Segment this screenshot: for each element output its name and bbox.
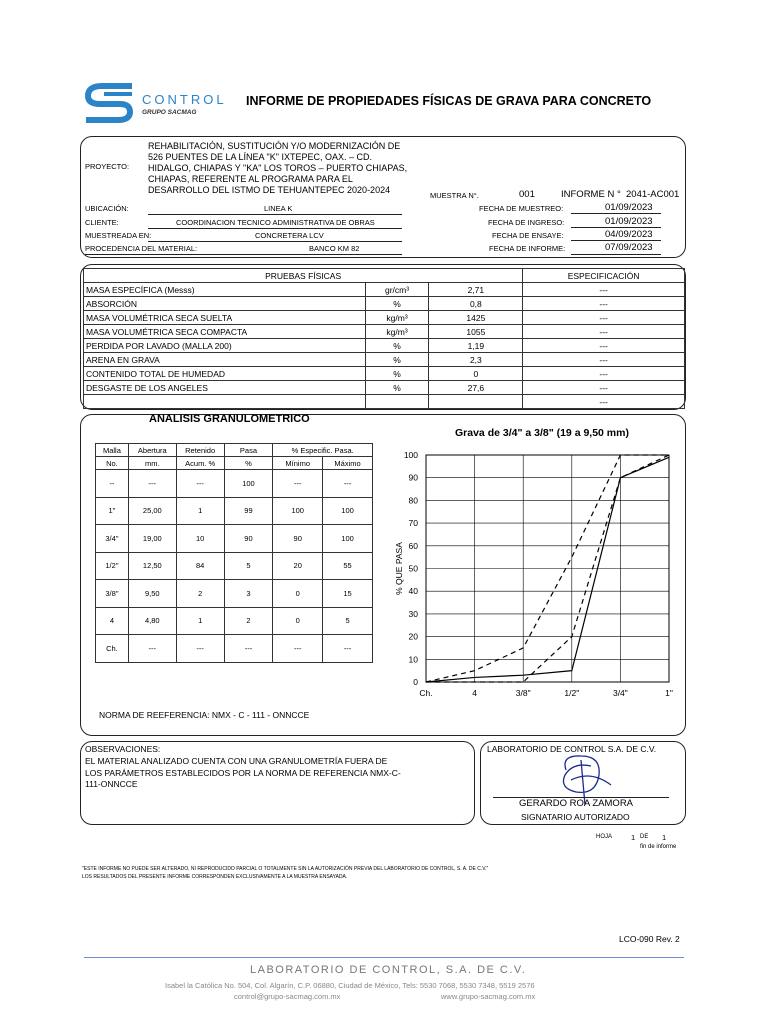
- prueba-row: [84, 353, 685, 367]
- table-cell: 3/8": [96, 580, 129, 608]
- observaciones-line: EL MATERIAL ANALIZADO CUENTA CON UNA GRANULOMETRÍA FUERA DE: [85, 756, 388, 766]
- prueba-row: [84, 367, 685, 381]
- observaciones-line: 111-ONNCCE: [85, 779, 138, 789]
- granulometria-title: ANALISIS GRANULOMETRICO: [149, 413, 310, 425]
- table-cell: Ch.: [96, 635, 129, 663]
- table-cell: 12,50: [128, 552, 176, 580]
- fecha-informe-value: 07/09/2023: [605, 242, 653, 253]
- prueba-row: [84, 283, 685, 297]
- prueba-value: 27,6: [429, 381, 523, 395]
- fecha-ingreso-label: FECHA DE INGRESO:: [488, 218, 565, 227]
- table-row: [96, 470, 373, 498]
- de-label: DE: [640, 834, 649, 840]
- y-tick-label: 20: [408, 631, 418, 642]
- sacmag-logo-icon: [82, 80, 138, 124]
- signer-role: SIGNATARIO AUTORIZADO: [521, 812, 630, 822]
- y-tick-label: 40: [408, 586, 418, 597]
- prueba-name: MASA ESPECÍFICA (Messs): [84, 283, 366, 297]
- table-cell: 3: [224, 580, 273, 608]
- table-cell: 5: [323, 607, 373, 635]
- table-cell: 90: [224, 525, 273, 553]
- prueba-name: PERDIDA POR LAVADO (MALLA 200): [84, 339, 366, 353]
- col-header: No.: [96, 457, 129, 470]
- prueba-row: [84, 325, 685, 339]
- x-tick-label: Ch.: [419, 688, 433, 698]
- prueba-spec: ---: [523, 353, 685, 367]
- table-cell: 9,50: [128, 580, 176, 608]
- col-header: Acum. %: [176, 457, 224, 470]
- table-cell: ---: [273, 470, 323, 498]
- x-tick-label: 1": [665, 688, 673, 698]
- pruebas-header: PRUEBAS FÍSICAS: [84, 269, 523, 283]
- form-code: LCO-090 Rev. 2: [619, 934, 680, 944]
- x-tick-label: 3/8": [515, 688, 531, 698]
- table-cell: 10: [176, 525, 224, 553]
- informe-value: 2041-AC001: [626, 189, 680, 200]
- disclaimer: [82, 865, 488, 881]
- prueba-name: CONTENIDO TOTAL DE HUMEDAD: [84, 367, 366, 381]
- table-cell: 1: [176, 607, 224, 635]
- prueba-unit: %: [365, 367, 429, 381]
- table-cell: --: [96, 470, 129, 498]
- observaciones-line: LOS PARÁMETROS ESTABLECIDOS POR LA NORMA DE REFERENCIA NMX-C-: [85, 767, 401, 778]
- table-cell: 19,00: [128, 525, 176, 553]
- footer-address: Isabel la Católica No. 504, Col. Algarín, C.P. 06880, Ciudad de México, Tels: 5530 7068, 5530 7348, 5519 2576: [165, 981, 535, 990]
- y-tick-label: 70: [408, 518, 418, 529]
- fecha-informe-label: FECHA DE INFORME:: [489, 244, 566, 253]
- prueba-unit: kg/m³: [365, 311, 429, 325]
- table-cell: ---: [176, 635, 224, 663]
- disclaimer-line: "ESTE INFORME NO PUEDE SER ALTERADO, NI REPRODUCIDO PARCIAL O TOTALMENTE SIN LA AUTORIZACIÓN PREVIA DEL LABORATORIO DE CONTROL, S. A. DE C.V.": [82, 866, 489, 872]
- lab-name: LABORATORIO DE CONTROL S.A. DE C.V.: [487, 744, 657, 754]
- table-cell: 100: [224, 470, 273, 498]
- ubicacion-value: LINEA K: [264, 204, 293, 213]
- prueba-unit: kg/m³: [365, 325, 429, 339]
- page-title: INFORME DE PROPIEDADES FÍSICAS DE GRAVA PARA CONCRETO: [246, 94, 652, 108]
- pruebas-table: [83, 268, 685, 409]
- y-tick-label: 50: [408, 563, 418, 574]
- table-row: [96, 552, 373, 580]
- x-tick-label: 1/2": [564, 688, 580, 698]
- table-cell: ---: [273, 635, 323, 663]
- granulometria-table: [95, 443, 373, 663]
- table-cell: 2: [224, 607, 273, 635]
- granulometry-chart: [371, 445, 681, 700]
- y-tick-label: 90: [408, 472, 418, 483]
- prueba-value: 1,19: [429, 339, 523, 353]
- prueba-spec: ---: [523, 325, 685, 339]
- prueba-value: 0: [429, 367, 523, 381]
- chart-title: Grava de 3/4" a 3/8" (19 a 9,50 mm): [455, 427, 629, 439]
- prueba-value: 1055: [429, 325, 523, 339]
- proyecto-line: HIDALGO, CHIAPAS Y "KA" LOS TOROS – PUERTO CHIAPAS,: [148, 163, 408, 173]
- fecha-ensaye-label: FECHA DE ENSAYE:: [492, 231, 564, 240]
- muestra-value: 001: [519, 189, 535, 200]
- x-tick-label: 4: [472, 688, 477, 698]
- table-cell: 55: [323, 552, 373, 580]
- fecha-muestreo-label: FECHA DE MUESTREO:: [479, 204, 564, 213]
- especificacion-header: ESPECIFICACIÓN: [523, 269, 685, 283]
- prueba-row: [84, 339, 685, 353]
- y-tick-label: 30: [408, 608, 418, 619]
- observaciones-section: [80, 741, 475, 825]
- table-cell: 90: [273, 525, 323, 553]
- table-cell: 4: [96, 607, 129, 635]
- granulometria-section: [80, 414, 686, 736]
- proyecto-label: PROYECTO:: [85, 162, 130, 171]
- table-cell: ---: [224, 635, 273, 663]
- prueba-name: ARENA EN GRAVA: [84, 353, 366, 367]
- table-cell: 3/4": [96, 525, 129, 553]
- table-cell: 25,00: [128, 497, 176, 525]
- table-cell: 1": [96, 497, 129, 525]
- prueba-unit: [365, 395, 429, 409]
- table-cell: 20: [273, 552, 323, 580]
- table-cell: 100: [323, 497, 373, 525]
- x-tick-label: 3/4": [612, 688, 628, 698]
- prueba-name: ABSORCIÓN: [84, 297, 366, 311]
- granulometria-header-row: [96, 444, 373, 457]
- table-row: [96, 580, 373, 608]
- hoja-label: HOJA: [596, 834, 613, 840]
- prueba-row: [84, 381, 685, 395]
- prueba-value: 0,8: [429, 297, 523, 311]
- col-header: mm.: [128, 457, 176, 470]
- observaciones-text: [85, 756, 401, 791]
- informe-label: INFORME N °: [561, 189, 621, 200]
- prueba-unit: gr/cm³: [365, 283, 429, 297]
- signer-name: GERARDO ROA ZAMORA: [519, 798, 634, 809]
- table-cell: ---: [323, 635, 373, 663]
- cliente-value: COORDINACION TECNICO ADMINISTRATIVA DE OBRAS: [176, 218, 375, 227]
- col-header: Malla: [96, 444, 129, 457]
- sample-curve-line: [426, 457, 669, 682]
- disclaimer-line: LOS RESULTADOS DEL PRESENTE INFORME CORRESPONDEN EXCLUSIVAMENTE A LA MUESTRA ENSAYADA.: [82, 874, 348, 880]
- prueba-spec: ---: [523, 395, 685, 409]
- prueba-name: DESGASTE DE LOS ANGELES: [84, 381, 366, 395]
- prueba-unit: %: [365, 381, 429, 395]
- fin-informe: fin de informe: [640, 844, 677, 850]
- prueba-spec: ---: [523, 311, 685, 325]
- y-tick-label: 60: [408, 540, 418, 551]
- proyecto-text: [148, 141, 407, 196]
- table-cell: ---: [323, 470, 373, 498]
- table-row: [96, 607, 373, 635]
- prueba-row: [84, 395, 685, 409]
- prueba-value: 2,3: [429, 353, 523, 367]
- fecha-muestreo-value: 01/09/2023: [605, 202, 653, 213]
- prueba-row: [84, 297, 685, 311]
- footer-company: LABORATORIO DE CONTROL, S.A. DE C.V.: [250, 964, 527, 976]
- prueba-unit: %: [365, 339, 429, 353]
- prueba-value: 2,71: [429, 283, 523, 297]
- observaciones-label: OBSERVACIONES:: [85, 744, 161, 754]
- col-header: Abertura: [128, 444, 176, 457]
- prueba-row: [84, 311, 685, 325]
- prueba-value: 1425: [429, 311, 523, 325]
- prueba-name: MASA VOLUMÉTRICA SECA SUELTA: [84, 311, 366, 325]
- hoja-total: 1: [662, 833, 667, 842]
- procedencia-label: PROCEDENCIA DEL MATERIAL:: [85, 244, 198, 253]
- info-section: [80, 136, 686, 258]
- logo-main-text: CONTROL: [142, 92, 227, 107]
- prueba-unit: %: [365, 353, 429, 367]
- muestreada-value: CONCRETERA LCV: [255, 231, 324, 240]
- norma-text: NORMA DE REEFERENCIA: NMX - C - 111 - ONNCCE: [99, 710, 310, 720]
- table-cell: 5: [224, 552, 273, 580]
- table-cell: 2: [176, 580, 224, 608]
- table-cell: 100: [323, 525, 373, 553]
- table-row: [96, 525, 373, 553]
- table-cell: ---: [176, 470, 224, 498]
- table-cell: 100: [273, 497, 323, 525]
- table-cell: ---: [128, 470, 176, 498]
- firma-section: [480, 741, 686, 825]
- table-cell: 1: [176, 497, 224, 525]
- prueba-spec: ---: [523, 283, 685, 297]
- prueba-unit: %: [365, 297, 429, 311]
- proyecto-line: CHIAPAS, REFERENTE AL PROGRAMA PARA EL: [148, 174, 353, 184]
- table-cell: 0: [273, 607, 323, 635]
- y-tick-label: 100: [403, 450, 418, 460]
- footer-email: control@grupo-sacmag.com.mx: [234, 992, 341, 1001]
- table-cell: 99: [224, 497, 273, 525]
- fecha-ensaye-value: 04/09/2023: [605, 229, 653, 240]
- prueba-name: MASA VOLUMÉTRICA SECA COMPACTA: [84, 325, 366, 339]
- logo-sub-text: GRUPO SACMAG: [142, 109, 197, 116]
- table-row: [96, 635, 373, 663]
- table-cell: 1/2": [96, 552, 129, 580]
- proyecto-line: DESARROLLO DEL ISTMO DE TEHUANTEPEC 2020-2024: [148, 185, 391, 195]
- ubicacion-label: UBICACIÓN:: [85, 204, 129, 213]
- pruebas-section: [80, 264, 686, 410]
- col-header: Mínimo: [273, 457, 323, 470]
- footer-divider: [84, 957, 684, 958]
- table-cell: 4,80: [128, 607, 176, 635]
- table-cell: 84: [176, 552, 224, 580]
- table-row: [96, 497, 373, 525]
- y-tick-label: 80: [408, 495, 418, 506]
- cliente-label: CLIENTE:: [85, 218, 119, 227]
- y-tick-label: 10: [408, 654, 418, 665]
- prueba-spec: ---: [523, 381, 685, 395]
- table-cell: 0: [273, 580, 323, 608]
- hoja-num: 1: [631, 833, 636, 842]
- prueba-spec: ---: [523, 297, 685, 311]
- table-cell: 15: [323, 580, 373, 608]
- procedencia-value: BANCO KM 82: [309, 244, 360, 253]
- footer-web: www.grupo-sacmag.com.mx: [441, 992, 536, 1001]
- fecha-ingreso-value: 01/09/2023: [605, 216, 653, 227]
- pruebas-header-row: [84, 269, 685, 283]
- col-header: %: [224, 457, 273, 470]
- col-header: Pasa: [224, 444, 273, 457]
- prueba-name: [84, 395, 366, 409]
- table-cell: ---: [128, 635, 176, 663]
- proyecto-line: 526 PUENTES DE LA LÍNEA "K" IXTEPEC, OAX. – CD.: [148, 152, 372, 162]
- col-header: Retenido: [176, 444, 224, 457]
- proyecto-line: REHABILITACIÓN, SUSTITUCIÓN Y/O MODERNIZACIÓN DE: [148, 141, 401, 151]
- muestra-label: MUESTRA N°.: [430, 191, 479, 200]
- granulometria-header-row: [96, 457, 373, 470]
- y-tick-label: 0: [413, 677, 418, 687]
- prueba-spec: ---: [523, 367, 685, 381]
- prueba-spec: ---: [523, 339, 685, 353]
- col-header: % Especific. Pasa.: [273, 444, 373, 457]
- prueba-value: [429, 395, 523, 409]
- muestreada-label: MUESTREADA EN:: [85, 231, 152, 240]
- logo: [82, 80, 232, 125]
- y-axis-label: % QUE PASA: [394, 542, 404, 595]
- col-header: Máximo: [323, 457, 373, 470]
